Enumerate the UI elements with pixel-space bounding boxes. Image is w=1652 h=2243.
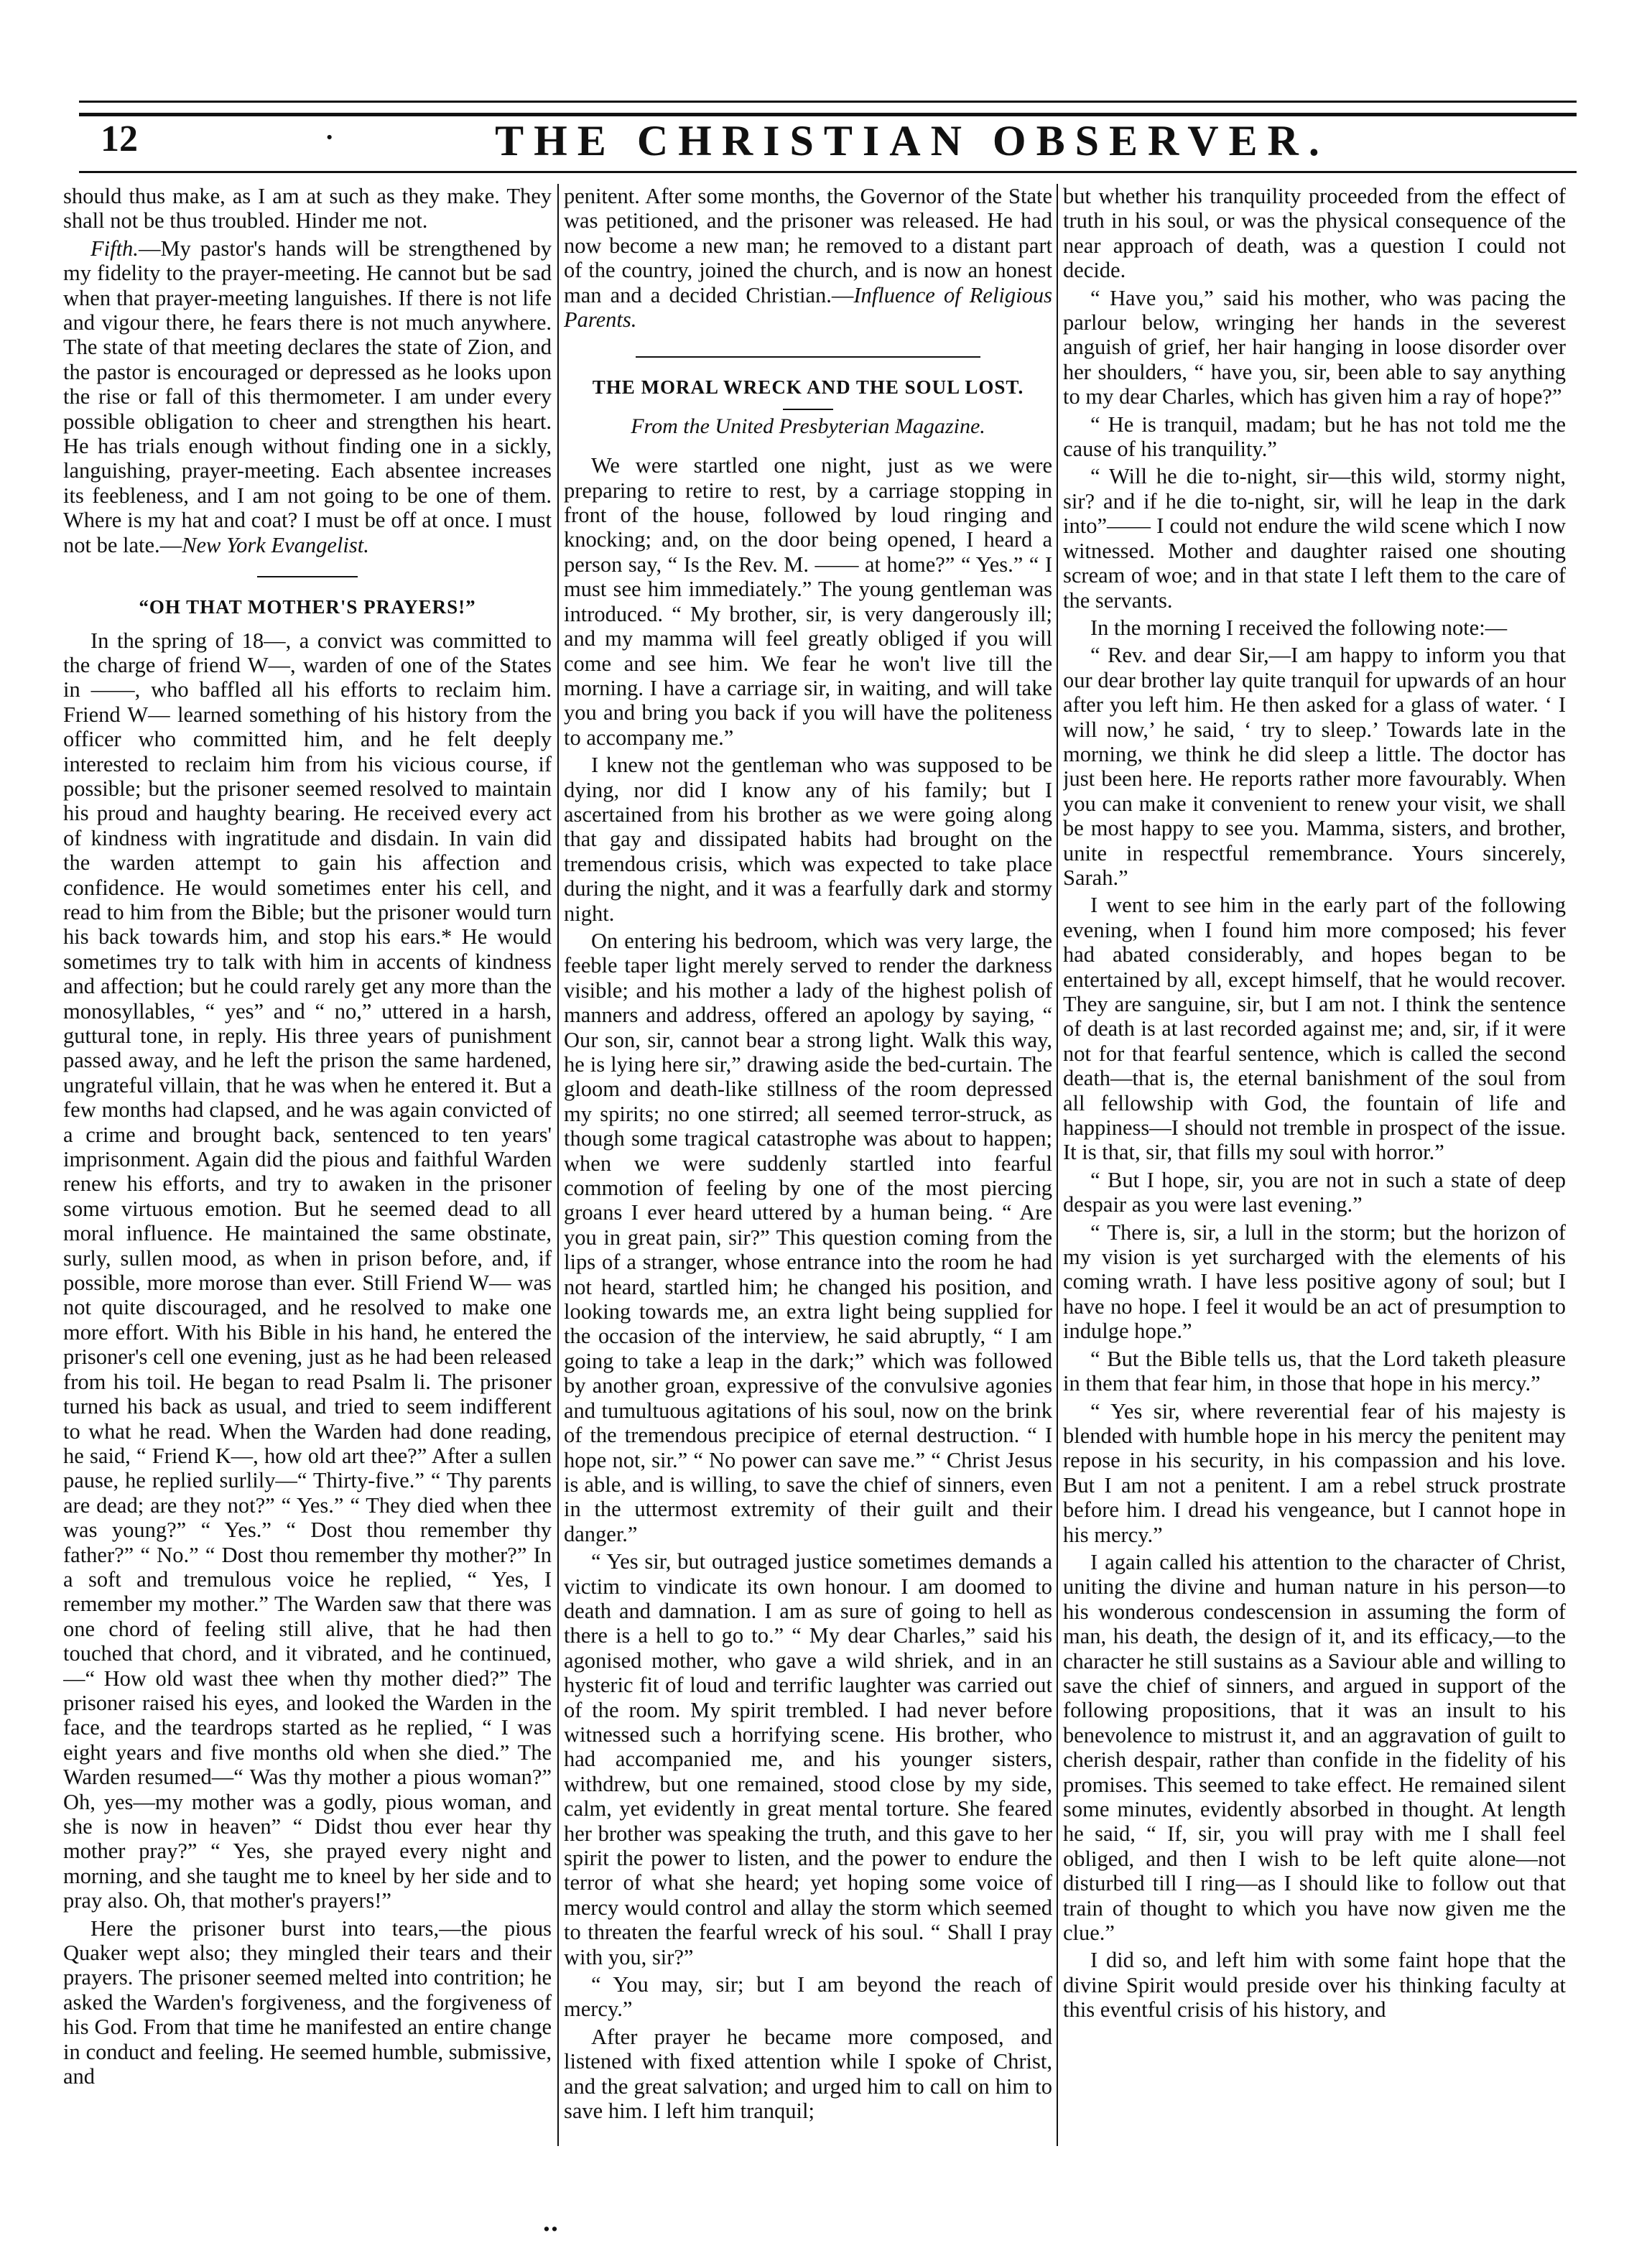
paragraph: “ Will he die to-night, sir—this wild, stormy night, sir? and if he die to-night, sir, will he leap in the dark into”—— I could not endure the wild scene which I now witnessed. Mother and daughter raised one shouting scream of woe; and in that state I left them to the care of the servants. — [1063, 464, 1566, 613]
paragraph: After prayer he became more composed, and listened with fixed attention while I spoke of Christ, and the great salvation; and urged him to call on him to save him. I left him tranquil; — [564, 2024, 1052, 2124]
paragraph: “ Rev. and dear Sir,—I am happy to inform you that our dear brother lay quite tranquil for upwards of an hour after you left him. He then asked for a glass of water. ‘ I will now,’ he said, ‘ try to sleep.’ Towards late in the morning, we think he did sleep a little. The doctor has just been here. He reports rather more favourably. When you can make it convenient to renew your visit, we shall be most happy to see you. Mamma, sisters, and brother, unite in respectful remembrance. Yours sincerely, Sarah.” — [1063, 643, 1566, 890]
top-double-rule — [79, 101, 1577, 116]
paragraph: “ But I hope, sir, you are not in such a state of deep despair as you were last evening.” — [1063, 1167, 1566, 1217]
paragraph: Here the prisoner burst into tears,—the pious Quaker wept also; they mingled their tears and their prayers. The prisoner seemed melted into contrition; he asked the Warden's forgiveness, and the forgiveness of his God. From that time he manifested an entire change in conduct and feeling. He seemed humble, submissive, and — [63, 1915, 552, 2089]
paragraph-label: Fifth. — [91, 236, 139, 261]
paragraph-text: —My pastor's hands will be strengthened by my fidelity to the prayer-meeting. He cannot but be sad when that prayer-meeting languishes. If there is not life and vigour there, he fears there is not much anywhere. The state of that meeting declares the state of Zion, and the pastor is encouraged or depressed as he looks upon the rise or fall of this thermometer. I am under every possible obligation to cheer and strengthen his heart. He has trials enough without finding one in a sickly, languishing, prayer-meeting. Each absentee increases its feebleness, and I am not going to be one of them. Where is my hat and coat? I must be off at once. I must not be late.— — [63, 236, 552, 557]
paragraph: but whether his tranquility proceeded from the effect of truth in his soul, or was the physical consequence of the near approach of death, was a question I could not decide. — [1063, 184, 1566, 283]
paragraph: In the morning I received the following note:— — [1090, 615, 1508, 640]
column-1 — [63, 184, 552, 2195]
section-divider — [636, 356, 980, 358]
paragraph — [63, 236, 552, 557]
paragraph: I did so, and left him with some faint hope that the divine Spirit would preside over his thinking faculty at this eventful crisis of his history, and — [1063, 1948, 1566, 2023]
column-divider-2 — [1057, 184, 1058, 2146]
paragraph: “ Yes sir, but outraged justice sometimes demands a victim to vindicate its own honour. I am doomed to death and damnation. I am as sure of going to hell as there is a hell to go to.” “ My dear Charles,” said his agonised mother, who gave a wild shriek, and in an hysteric fit of loud and terrific laughter was carried out of the room. My spirit trembled. I had never before witnessed such a horrifying scene. His brother, who had accompanied me, and his younger sisters, withdrew, but one remained, stood close by my side, calm, yet evidently in great mental torture. She feared her brother was speaking the truth, and this gave to her spirit the power to listen, and the power to endure the terror of what she heard; yet hoping some voice of mercy would control and allay the storm which seemed to threaten the fearful wreck of his soul. “ Shall I pray with you, sir?” — [564, 1549, 1052, 1969]
paragraph: I went to see him in the early part of the following evening, when I found him more composed; his fever had abated considerably, and hopes began to be entertained by all, except himself, that he would recover. They are sanguine, sir, but I am not. I think the sentence of death is at last recorded against me; and, sir, if it were not for that fearful sentence, which is called the second death—that is, the eternal banishment of the soul from all fellowship with God, the fountain of life and happiness—I should not tremble in prospect of the issue. It is that, sir, that fills my soul with horror.” — [1063, 893, 1566, 1165]
paragraph-text: penitent. After some months, the Governor of the State was petitioned, and the prisoner was released. He had now become a new man; he removed to a distant part of the country, joined the church, and is now an honest man and a decided Christian.— — [564, 184, 1052, 307]
paragraph: “ Yes sir, where reverential fear of his majesty is blended with humble hope in his mercy the penitent may repose in his security, in his compassion and his love. But I am not a penitent. I am a rebel struck prostrate before him. I dread his vengeance, but I cannot hope in his mercy.” — [1063, 1398, 1566, 1547]
page-number: 12 — [101, 119, 138, 159]
title-rule — [783, 409, 833, 410]
paragraph: should thus make, as I am at such as they make. They shall not be thus troubled. Hinder me not. — [63, 184, 552, 233]
paragraph-source: New York Evangelist. — [182, 532, 369, 557]
column-3 — [1063, 184, 1566, 2195]
paragraph: We were startled one night, just as we were preparing to retire to rest, by a carriage stopping in front of the house, followed by loud ringing and knocking; and, on the door being opened, I heard a person say, “ Is the Rev. M. —— at home?” “ Yes.” “ I must see him immediately.” The young gentleman was introduced. “ My brother, sir, is very dangerously ill; and my mamma will feel greatly obliged if you will come and see him. We fear he won't live till the morning. I have a carriage sir, in waiting, and will take you and bring you back if you will have the politeness to accompany me.” — [564, 453, 1052, 750]
header-separator: · — [323, 117, 336, 158]
paragraph: “ But the Bible tells us, that the Lord taketh pleasure in them that fear him, in those that hope in his mercy.” — [1063, 1346, 1566, 1396]
column-divider-1 — [557, 184, 559, 2146]
paragraph: “ You may, sir; but I am beyond the reach of mercy.” — [564, 1972, 1052, 2022]
header-rule — [79, 171, 1577, 173]
paragraph: “ There is, sir, a lull in the storm; but the horizon of my vision is yet surcharged with the elements of his coming wrath. I have less positive agony of soul; but I have no hope. I feel it would be an act of presumption to indulge hope.” — [1063, 1220, 1566, 1344]
paragraph-source: Influence of Religious Parents. — [564, 282, 1052, 333]
article-source: From the United Presbyterian Magazine. — [631, 414, 985, 438]
paragraph: I knew not the gentleman who was supposed to be dying, nor did I know any of his family; but I ascertained from his brother as we were going along that gay and dissipated habits had brought on the tremendous crisis, which was expected to take place during the night, and it was a fearfully dark and stormy night. — [564, 753, 1052, 926]
page-header — [79, 116, 1577, 168]
column-2 — [564, 184, 1052, 2195]
paragraph: On entering his bedroom, which was very large, the feeble taper light merely served to render the darkness visible; and his mother a lady of the highest polish of manners and address, offered an apology by saying, “ Our son, sir, cannot bear a strong light. Walk this way, he is lying here sir,” drawing aside the bed-curtain. The gloom and death-like stillness of the room depressed my spirits; no one stirred; all seemed terror-struck, as though some tragical catastrophe was about to happen; when we were suddenly startled into fearful commotion of feeling by one of the most piercing groans I ever heard uttered by a human being. “ Are you in great pain, sir?” This question coming from the lips of a stranger, whose entrance into the room he had not heard, startled him; he changed his position, and looking towards me, an extra light being supplied for the occasion of the interview, he said abruptly, “ I am going to take a leap in the dark;” which was followed by another groan, expressive of the convulsive agonies and tumultuous agitations of his soul, now on the brink of the tremendous precipice of eternal destruction. “ I hope not, sir.” “ No power can save me.” “ Christ Jesus is able, and is willing, to save the chief of sinners, even in the uttermost extremity of their guilt and their danger.” — [564, 928, 1052, 1546]
article-title: THE MORAL WRECK AND THE SOUL LOST. — [592, 376, 1024, 399]
masthead-title: THE CHRISTIAN OBSERVER. — [495, 117, 1330, 164]
paragraph: I again called his attention to the character of Christ, uniting the divine and human nature in his person—to his wonderous condescension in assuming the form of man, his death, the design of it, and its efficacy,—to the character he still sustains as a Saviour able and willing to save the chief of sinners, and argued in support of the following propositions, that it was an insult to his benevolence to mistrust it, and an aggravation of guilt to cherish despair, rather than confide in the fidelity of his promises. This seemed to take effect. He remained silent some minutes, evidently absorbed in thought. At length he said, “ If, sir, you will pray with me I shall feel obliged, and then I wish to be left quite alone—not disturbed till I ring—as I should like to follow out that train of thought to which you have now given me the clue.” — [1063, 1549, 1566, 1946]
paragraph — [564, 184, 1052, 332]
paragraph: “ He is tranquil, madam; but he has not told me the cause of his tranquility.” — [1063, 412, 1566, 462]
paragraph: In the spring of 18—, a convict was committed to the charge of friend W—, warden of one of the States in ——, who baffled all his efforts to reclaim him. Friend W— learned something of his history from the officer who committed him, and he felt deeply interested to reclaim him from his vicious course, if possible; but the prisoner seemed resolved to maintain his proud and haughty bearing. He received every act of kindness with ingratitude and disdain. In vain did the warden attempt to gain his affection and confidence. He would sometimes enter his cell, and read to him from the Bible; but the prisoner would turn his back towards him, and stop his ears.* He would sometimes try to talk with him in accents of kindness and affection; but he could rarely get any more than the monosyllables, “ yes” and “ no,” uttered in a harsh, guttural tone, in reply. His three years of punishment passed away, and he left the prison the same hardened, ungrateful villain, that he was when he entered it. But a few months had clapsed, and he was again convicted of a crime and brought back, sentenced to ten years' imprisonment. Again did the pious and faithful Warden renew his efforts, and try to awaken in the prisoner some virtuous emotion. But he seemed dead to all moral influence. He maintained the same obstinate, surly, sullen mood, as when in prison before, and, if possible, more morose than ever. Still Friend W— was not quite discouraged, and he resolved to make one more effort. With his Bible in his hand, he entered the prisoner's cell one evening, just as he had been released from his toil. He began to read Psalm li. The prisoner turned his back as usual, and tried to seem indifferent to what he read. When the Warden had done reading, he said, “ Friend K—, how old art thee?” After a sullen pause, he replied surlily—“ Thirty-five.” “ Thy parents are dead; are they not?” “ Yes.” “ They died when thee was young?” “ Yes.” “ Dost thou remember thy father?” “ No.” “ Dost thou remember thy mother?” In a soft and tremulous voice he replied, “ Yes, I remember my mother.” The Warden saw that there was one chord of feeling still alive, that he had then touched that chord, and it vibrated, and he continued,—“ How old wast thee when thy mother died?” The prisoner raised his eyes, and looked the Warden in the face, and the teardrops started as he replied, “ I was eight years and five months old when she died.” The Warden resumed—“ Was thy mother a pious woman?” Oh, yes—my mother was a godly, pious woman, and she is now in heaven” “ Didst thou ever hear thy mother pray?” “ Yes, she prayed every night and morning, and she taught me to kneel by her side and to pray also. Oh, that mother's prayers!” — [63, 628, 552, 1913]
footer-marks: ‥ — [542, 2210, 559, 2237]
paragraph: “ Have you,” said his mother, who was pacing the parlour below, wringing her hands in the severest anguish of grief, her hair hanging in loose disorder over her shoulders, “ have you, sir, been able to say anything to my dear Charles, which has given him a ray of hope?” — [1063, 285, 1566, 409]
section-divider — [257, 576, 358, 577]
article-title: “OH THAT MOTHER'S PRAYERS!” — [139, 596, 476, 618]
